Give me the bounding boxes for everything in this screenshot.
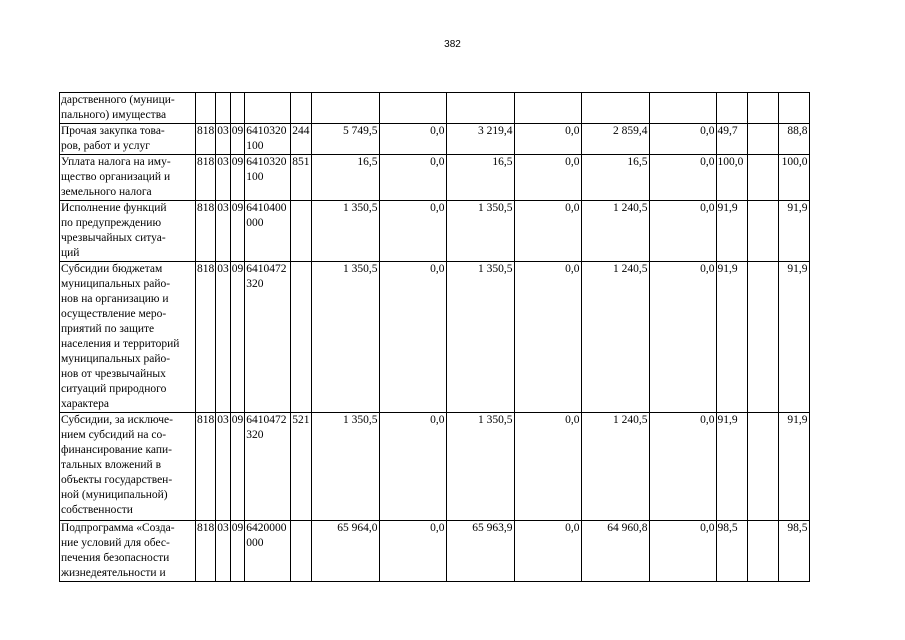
value-cell <box>446 93 514 124</box>
value-cell: 64 960,8 <box>581 521 649 582</box>
value-cell: 0,0 <box>514 155 581 201</box>
value-cell <box>747 201 778 262</box>
table-row <box>60 155 810 201</box>
target-article-cell: 6410320 100 <box>245 124 291 155</box>
section-cell: 03 <box>216 413 231 521</box>
table-row <box>60 201 810 262</box>
subsection-cell: 09 <box>230 155 245 201</box>
table-row <box>60 413 810 521</box>
percent-cell: 91,9 <box>778 201 809 262</box>
value-cell: 16,5 <box>446 155 514 201</box>
value-cell <box>581 93 649 124</box>
expense-type-cell: 244 <box>291 124 311 155</box>
expense-type-cell <box>291 521 311 582</box>
expense-type-cell: 521 <box>291 413 311 521</box>
value-cell: 1 350,5 <box>446 201 514 262</box>
value-cell <box>747 155 778 201</box>
percent-cell: 91,9 <box>778 262 809 413</box>
value-cell: 16,5 <box>311 155 379 201</box>
percent-cell <box>716 93 747 124</box>
value-cell: 65 963,9 <box>446 521 514 582</box>
value-cell <box>747 93 778 124</box>
value-cell: 0,0 <box>514 124 581 155</box>
row-name-cell: дарственного (муници- пального) имущества <box>60 93 196 124</box>
section-cell: 03 <box>216 201 231 262</box>
target-article-cell: 6410472 320 <box>245 262 291 413</box>
row-name-cell: Субсидии бюджетам муниципальных райо- нов на организацию и осуществление меро- приятий по защите населения и территорий муниципальных райо- нов от чрезвычайных ситуаций природного характера <box>60 262 196 413</box>
row-name-cell: Подпрограмма «Созда- ние условий для обес- печения безопасности жизнедеятельности и <box>60 521 196 582</box>
value-cell: 3 219,4 <box>446 124 514 155</box>
value-cell <box>379 93 446 124</box>
percent-cell: 98,5 <box>716 521 747 582</box>
admin-code-cell: 818 <box>196 124 216 155</box>
expense-type-cell <box>291 93 311 124</box>
value-cell: 1 240,5 <box>581 201 649 262</box>
value-cell: 0,0 <box>649 262 716 413</box>
target-article-cell: 6410400 000 <box>245 201 291 262</box>
target-article-cell: 6420000 000 <box>245 521 291 582</box>
value-cell <box>649 93 716 124</box>
value-cell: 0,0 <box>649 413 716 521</box>
value-cell: 0,0 <box>379 413 446 521</box>
value-cell <box>747 413 778 521</box>
value-cell: 0,0 <box>514 413 581 521</box>
value-cell: 0,0 <box>514 262 581 413</box>
page-number: 382 <box>444 39 461 50</box>
value-cell <box>747 124 778 155</box>
value-cell: 0,0 <box>649 201 716 262</box>
admin-code-cell: 818 <box>196 521 216 582</box>
percent-cell: 88,8 <box>778 124 809 155</box>
subsection-cell: 09 <box>230 201 245 262</box>
admin-code-cell: 818 <box>196 262 216 413</box>
admin-code-cell: 818 <box>196 413 216 521</box>
target-article-cell <box>245 93 291 124</box>
section-cell: 03 <box>216 262 231 413</box>
value-cell <box>311 93 379 124</box>
value-cell: 0,0 <box>379 521 446 582</box>
value-cell: 1 240,5 <box>581 262 649 413</box>
admin-code-cell: 818 <box>196 155 216 201</box>
value-cell: 16,5 <box>581 155 649 201</box>
value-cell: 1 350,5 <box>311 201 379 262</box>
value-cell: 0,0 <box>649 124 716 155</box>
value-cell: 0,0 <box>379 124 446 155</box>
value-cell: 0,0 <box>649 155 716 201</box>
section-cell: 03 <box>216 521 231 582</box>
subsection-cell: 09 <box>230 262 245 413</box>
percent-cell: 98,5 <box>778 521 809 582</box>
percent-cell: 100,0 <box>778 155 809 201</box>
expense-type-cell <box>291 262 311 413</box>
percent-cell: 91,9 <box>716 262 747 413</box>
value-cell: 5 749,5 <box>311 124 379 155</box>
target-article-cell: 6410320 100 <box>245 155 291 201</box>
row-name-cell: Уплата налога на иму- щество организаций и земельного налога <box>60 155 196 201</box>
expense-type-cell <box>291 201 311 262</box>
table-row <box>60 124 810 155</box>
section-cell: 03 <box>216 124 231 155</box>
value-cell: 0,0 <box>514 521 581 582</box>
admin-code-cell: 818 <box>196 201 216 262</box>
value-cell: 0,0 <box>379 155 446 201</box>
subsection-cell: 09 <box>230 521 245 582</box>
value-cell <box>514 93 581 124</box>
value-cell: 1 350,5 <box>446 262 514 413</box>
admin-code-cell <box>196 93 216 124</box>
budget-table <box>59 92 810 582</box>
percent-cell <box>778 93 809 124</box>
value-cell: 0,0 <box>379 201 446 262</box>
row-name-cell: Исполнение функций по предупреждению чрезвычайных ситуа- ций <box>60 201 196 262</box>
row-name-cell: Прочая закупка това- ров, работ и услуг <box>60 124 196 155</box>
value-cell: 0,0 <box>379 262 446 413</box>
percent-cell: 91,9 <box>716 413 747 521</box>
section-cell: 03 <box>216 155 231 201</box>
table-row <box>60 93 810 124</box>
target-article-cell: 6410472 320 <box>245 413 291 521</box>
table-row <box>60 262 810 413</box>
percent-cell: 91,9 <box>778 413 809 521</box>
subsection-cell: 09 <box>230 413 245 521</box>
percent-cell: 49,7 <box>716 124 747 155</box>
expense-type-cell: 851 <box>291 155 311 201</box>
row-name-cell: Субсидии, за исключе- нием субсидий на со- финансирование капи- тальных вложений в объекты государствен- ной (муниципальной) собственности <box>60 413 196 521</box>
value-cell: 1 350,5 <box>446 413 514 521</box>
section-cell <box>216 93 231 124</box>
value-cell: 0,0 <box>649 521 716 582</box>
value-cell: 65 964,0 <box>311 521 379 582</box>
percent-cell: 91,9 <box>716 201 747 262</box>
value-cell: 1 350,5 <box>311 262 379 413</box>
percent-cell: 100,0 <box>716 155 747 201</box>
table-row <box>60 521 810 582</box>
subsection-cell: 09 <box>230 124 245 155</box>
value-cell: 1 240,5 <box>581 413 649 521</box>
value-cell: 2 859,4 <box>581 124 649 155</box>
value-cell <box>747 262 778 413</box>
value-cell: 1 350,5 <box>311 413 379 521</box>
value-cell: 0,0 <box>514 201 581 262</box>
subsection-cell <box>230 93 245 124</box>
value-cell <box>747 521 778 582</box>
